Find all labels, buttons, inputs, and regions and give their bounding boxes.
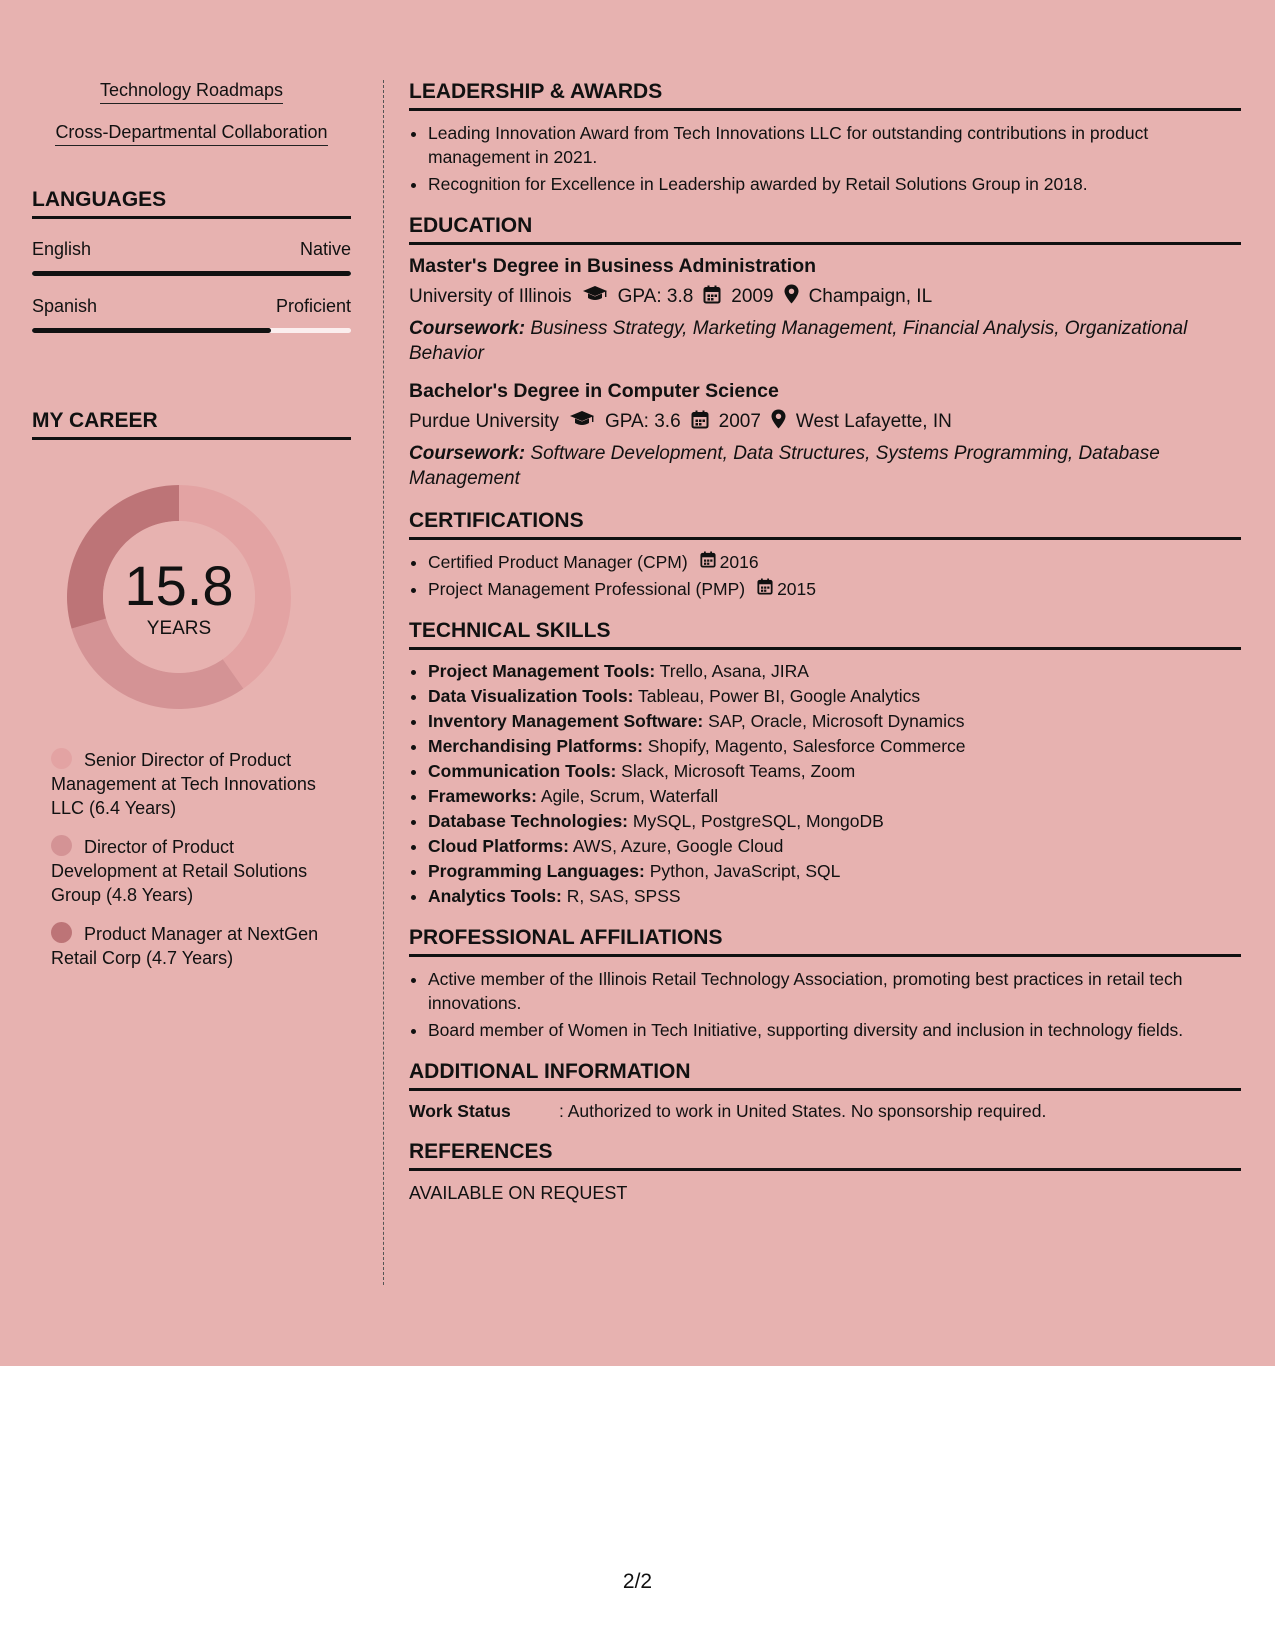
certification-name: • Project Management Professional (PMP) [428,579,746,599]
coursework-list: Business Strategy, Marketing Management, Financial Analysis, Organizational Behavior [409,318,1188,364]
list-item: • Active member of the Illinois Retail Technology Association, promoting best practices in retail tech innovations. [428,967,1241,1015]
career-legend-label: Senior Director of Product Management at Tech Innovations LLC (6.4 Years) [51,750,316,818]
right-column [409,80,1241,1222]
language-item [32,296,351,333]
affiliations-heading: PROFESSIONAL AFFILIATIONS [409,926,1241,957]
calendar-icon [757,577,773,601]
degree-location: Champaign, IL [808,286,933,307]
location-pin-icon [784,284,799,310]
skill-item [428,860,1241,883]
skill-value: Agile, Scrum, Waterfall [540,786,719,806]
legend-dot-icon [51,748,72,769]
skill-label: Communication Tools: [428,761,617,781]
additional-info-section [409,1060,1241,1122]
skill-item [428,685,1241,708]
degree-year: 2007 [718,411,761,432]
career-legend-item [51,922,331,970]
language-level-fill [32,271,351,276]
language-level-bar [32,328,351,333]
degree-title: Master's Degree in Business Administration [409,255,817,277]
skill-item [428,660,1241,683]
education-section [409,214,1241,491]
career-years-unit: YEARS [146,618,212,639]
technical-skills-section [409,619,1241,908]
skill-value: Trello, Asana, JIRA [659,661,809,681]
affiliations-section [409,926,1241,1042]
school-name: University of Illinois [409,286,572,307]
work-status-value: : Authorized to work in United States. No sponsorship required. [559,1101,1047,1121]
career-legend-item [51,835,331,907]
skill-value: R, SAS, SPSS [566,886,681,906]
school-name: Purdue University [409,411,559,432]
skill-value: MySQL, PostgreSQL, MongoDB [632,811,884,831]
graduation-cap-icon [569,410,595,434]
education-heading: EDUCATION [409,214,1241,245]
degree-gpa: GPA: 3.6 [604,411,681,432]
language-name: Spanish [32,296,98,316]
list-item: • Board member of Women in Tech Initiative, supporting diversity and inclusion in technology fields. [428,1018,1241,1042]
calendar-icon [700,550,716,574]
career-legend [51,748,331,970]
skill-item [428,835,1241,858]
skill-label: Programming Languages: [428,861,645,881]
career-legend-label: Director of Product Development at Retail Solutions Group (4.8 Years) [51,837,308,905]
certification-name: • Certified Product Manager (CPM) [428,552,688,572]
leadership-heading: LEADERSHIP & AWARDS [409,80,1241,111]
skill-value: SAP, Oracle, Microsoft Dynamics [708,711,965,731]
references-heading: REFERENCES [409,1140,1241,1171]
skill-value: Tableau, Power BI, Google Analytics [638,686,921,706]
legend-dot-icon [51,922,72,943]
page-number: 2/2 [622,1570,653,1593]
degree-gpa: GPA: 3.8 [617,286,694,307]
language-level: Proficient [275,296,351,316]
coursework-list: Software Development, Data Structures, Systems Programming, Database Management [409,443,1160,489]
graduation-cap-icon [582,285,608,309]
leadership-section [409,80,1241,196]
career-donut-chart [66,484,292,710]
references-section [409,1140,1241,1204]
skill-label: Cloud Platforms: [428,836,569,856]
career-total-years: 15.8 [124,554,234,617]
degree-entry [409,255,1241,366]
legend-dot-icon [51,835,72,856]
language-item [32,239,351,276]
coursework [409,441,1241,491]
coursework-label: Coursework: [409,318,526,339]
degree-location: West Lafayette, IN [795,411,952,432]
degree-title: Bachelor's Degree in Computer Science [409,380,779,402]
column-divider [383,80,384,1285]
languages-heading: LANGUAGES [32,188,351,219]
skill-value: Slack, Microsoft Teams, Zoom [621,761,856,781]
certifications-section [409,509,1241,601]
certifications-heading: CERTIFICATIONS [409,509,1241,540]
skill-label: Inventory Management Software: [428,711,704,731]
coursework-label: Coursework: [409,443,526,464]
career-legend-item [51,748,331,820]
left-column [32,80,351,985]
skill-label: Frameworks: [428,786,537,806]
skill-value: Shopify, Magento, Salesforce Commerce [647,736,966,756]
certification-year: 2015 [777,579,817,599]
skill-label: Project Management Tools: [428,661,656,681]
career-legend-label: Product Manager at NextGen Retail Corp (4.7 Years) [51,924,319,968]
skill-item [428,710,1241,733]
calendar-icon [691,410,709,435]
skill-item [428,735,1241,758]
skill-label: Data Visualization Tools: [428,686,634,706]
language-level-bar [32,271,351,276]
career-heading: MY CAREER [32,409,351,440]
language-level: Native [299,239,351,259]
language-level-fill [32,328,271,333]
skill-item [428,760,1241,783]
degree-year: 2009 [731,286,774,307]
skill-item [428,785,1241,808]
list-item: • Recognition for Excellence in Leadership awarded by Retail Solutions Group in 2018. [428,172,1241,196]
list-item [428,550,1241,574]
skill-label: Database Technologies: [428,811,629,831]
coursework [409,316,1241,366]
skill-item [428,885,1241,908]
skill-label: Merchandising Platforms: [428,736,643,756]
skill-label: Analytics Tools: [428,886,562,906]
skill-value: AWS, Azure, Google Cloud [572,836,784,856]
skill-tag: Technology Roadmaps [100,80,283,104]
references-text: AVAILABLE ON REQUEST [409,1183,628,1203]
skill-value: Python, JavaScript, SQL [649,861,841,881]
degree-entry [409,380,1241,491]
additional-info-heading: ADDITIONAL INFORMATION [409,1060,1241,1091]
list-item: • Leading Innovation Award from Tech Innovations LLC for outstanding contributions in product management in 2021. [428,121,1241,169]
list-item [428,577,1241,601]
language-name: English [32,239,92,259]
technical-skills-heading: TECHNICAL SKILLS [409,619,1241,650]
calendar-icon [703,285,721,310]
work-status-label: Work Status [409,1101,511,1121]
skill-item [428,810,1241,833]
location-pin-icon [771,409,786,435]
skill-tag: Cross-Departmental Collaboration [55,122,327,146]
certification-year: 2016 [719,552,759,572]
